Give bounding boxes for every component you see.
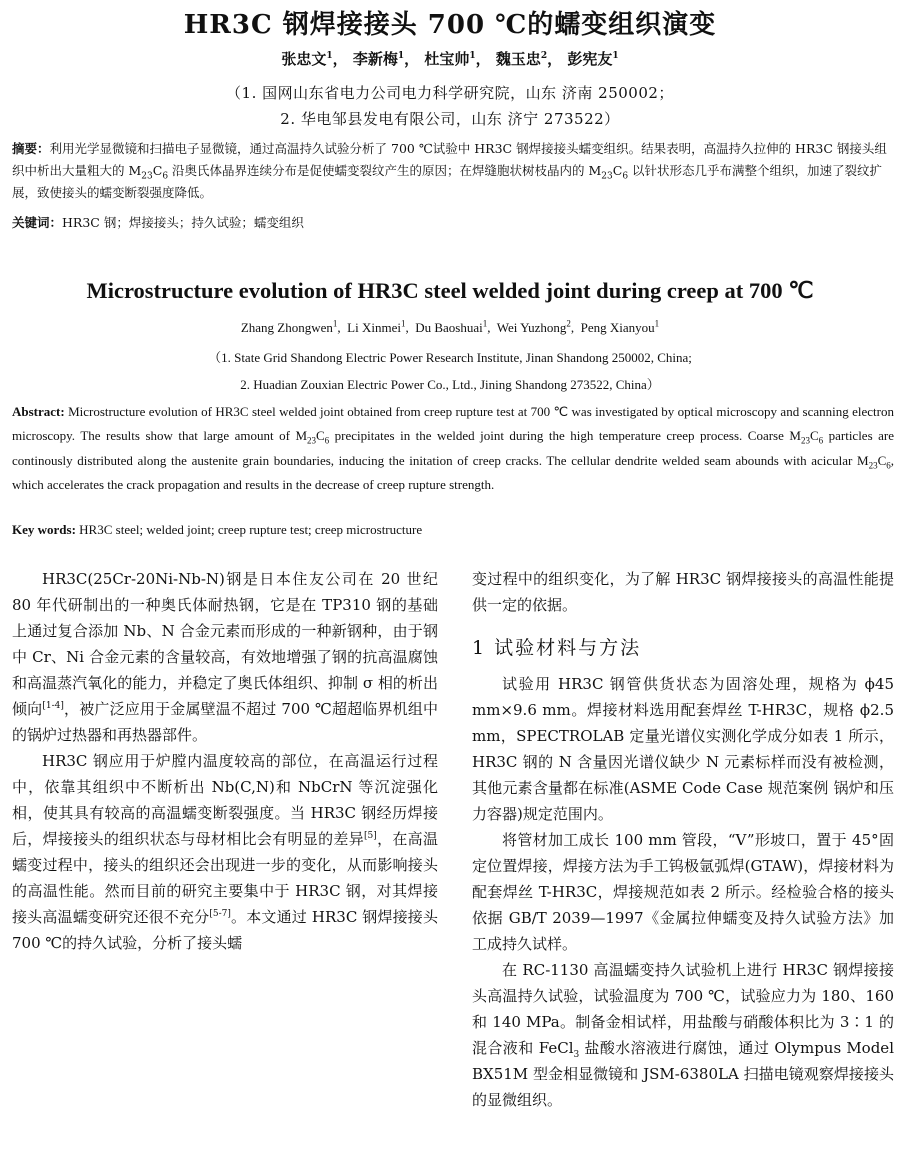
subscript: 3 <box>573 1050 580 1060</box>
chinese-abstract <box>12 138 894 204</box>
abstract-text: C <box>612 163 623 178</box>
subscript: 23 <box>141 171 153 182</box>
paragraph-text: HR3C 钢应用于炉膛内温度较高的部位，在高温运行过程中，依靠其组织中不断析出 Nb(C,N)和 NbCrN 等沉淀强化相，使其具有较高的高温蠕变断裂强度。当 HR3C 钢经历焊接后，焊接接头的组织状态与母材相比会有明显的差异 <box>12 752 438 848</box>
subscript: 23 <box>307 436 316 446</box>
author-affiliation-mark: 1 <box>332 318 338 329</box>
abstract-text: 利用光学显微镜和扫描电子显微镜，通过高温持久试验分析了 700 ℃试验中 HR3C 钢焊接接头蠕变组织。结果表明，高温持久拉伸的 HR3C 钢接头组织中析出大量粗大的 M <box>12 141 887 178</box>
paragraph-text: ，被广泛应用于金属壁温不超过 700 ℃超超临界机组中的锅炉过热器和再热器部件。 <box>12 700 438 744</box>
keywords-label: Key words: <box>12 522 76 537</box>
author-affiliation-mark: 2 <box>540 51 548 61</box>
subscript: 6 <box>162 171 169 182</box>
abstract-text: C <box>152 163 163 178</box>
author-affiliation-mark: 1 <box>397 51 405 61</box>
body-column-left <box>12 566 438 956</box>
abstract-text: C <box>316 428 325 444</box>
keywords-text: HR3C steel; welded joint; creep rupture test; creep microstructure <box>75 522 423 537</box>
author-affiliation-mark: 1 <box>469 51 476 61</box>
author-affiliation-mark: 2 <box>566 318 571 329</box>
citation-mark: [1-4] <box>42 701 64 711</box>
subscript: 23 <box>601 171 613 182</box>
subscript: 6 <box>324 436 330 446</box>
english-title: Microstructure evolution of HR3C steel welded joint during creep at 700 ℃ <box>86 278 814 303</box>
citation-mark: [5-7] <box>209 909 231 919</box>
paragraph-text: 在 RC-1130 高温蠕变持久试验机上进行 HR3C 钢焊接接头高温持久试验，试验温度为 700 ℃，试验应力为 180、160 和 140 MPa。制备金相试样，用盐酸与硝酸体积比为 3∶1 的混合液和 FeCl <box>472 961 894 1057</box>
keywords-label: 关键词： <box>12 215 63 230</box>
author-affiliation-mark: 1 <box>326 51 333 61</box>
english-abstract <box>12 400 894 498</box>
author-affiliation-mark: 1 <box>654 318 660 329</box>
abstract-label: 摘要： <box>12 141 50 156</box>
body-column-right <box>472 566 894 1113</box>
body-paragraph: 试验用 HR3C 钢管供货状态为固溶处理，规格为 ϕ45 mm×9.6 mm。焊接材料选用配套焊丝 T-HR3C，规格 ϕ2.5 mm，SPECTROLAB 定量光谱仪实测化学成分如表 1 所示，HR3C 钢的 N 含量因光谱仪缺少 N 元素标样而没有被检测，其他元素含量都在标准(ASME Code Case 规范案例 锅炉和压力容器)规定范围内。 <box>472 675 894 823</box>
paragraph-text: 盐酸水溶液进行腐蚀，通过 Olympus Model BX51M 型金相显微镜和 JSM-6380LA 扫描电镜观察焊接接头的显微组织。 <box>472 1039 894 1109</box>
body-paragraph <box>472 957 894 1113</box>
author-name: 魏玉忠 <box>495 50 541 68</box>
subscript: 6 <box>818 436 824 446</box>
paragraph-text: 。本文通过 HR3C 钢焊接接头 700 ℃的持久试验，分析了接头蠕 <box>12 908 438 952</box>
subscript: 23 <box>800 436 810 446</box>
chinese-affiliation-1: （1. 国网山东省电力公司电力科学研究院，山东 济南 250002； <box>226 84 674 102</box>
abstract-text: 以针状形态几乎布满整个组织，加速了裂纹扩展，致使接头的蠕变断裂强度降低。 <box>12 163 883 200</box>
author-name: Du Baoshuai <box>415 320 483 335</box>
subscript: 6 <box>622 171 629 182</box>
keywords-text: HR3C 钢；焊接接头；持久试验；蠕变组织 <box>62 215 304 230</box>
english-keywords <box>12 522 894 538</box>
english-affiliation-2: 2. Huadian Zouxian Electric Power Co., Ltd., Jining Shandong 273522, China） <box>240 377 660 392</box>
chinese-author-list: 张忠文$^1$， 李新梅$^1$， 杜宝帅$^1$， 魏玉忠$^2$， 彭宪友$^1$ <box>281 50 619 68</box>
paragraph-text: ，在高温蠕变过程中，接头的组织还会出现进一步的变化，从而影响接头的高温性能。然而目前的研究主要集中于 HR3C 钢，对其焊接接头高温蠕变研究还很不充分 <box>12 830 438 926</box>
author-name: 彭宪友 <box>567 50 613 68</box>
abstract-text: C <box>877 452 887 468</box>
body-paragraph <box>12 748 438 956</box>
abstract-label: Abstract: <box>12 404 65 419</box>
subscript: 23 <box>868 460 878 471</box>
chinese-affiliation-2: 2. 华电邹县发电有限公司，山东 济宁 273522） <box>280 110 620 128</box>
abstract-text: Microstructure evolution of HR3C steel welded joint obtained from creep rupture test at 700 ℃ was investigated by optical microscopy and scanning electron microscopy. The results show that large amount of M <box>12 404 894 444</box>
author-name: 杜宝帅 <box>424 50 470 68</box>
author-name: Li Xinmei <box>347 320 401 335</box>
english-author-list: Zhang Zhongwen$^1$, Li Xinmei$^1$, Du Baoshuai$^1$, Wei Yuzhong$^2$, Peng Xianyou$^1$ <box>240 318 660 335</box>
section-heading: 1 试验材料与方法 <box>472 637 642 659</box>
author-affiliation-mark: 1 <box>400 318 406 329</box>
abstract-text: C <box>809 428 819 444</box>
author-name: 张忠文 <box>281 50 327 68</box>
abstract-text: 沿奥氏体晶界连续分布是促使蠕变裂纹产生的原因；在焊缝胞状树枝晶内的 M <box>168 163 602 178</box>
body-paragraph: 将管材加工成长 100 mm 管段，“V”形坡口，置于 45°固定位置焊接，焊接方法为手工钨极氩弧焊(GTAW)，焊接材料为配套焊丝 T-HR3C，焊接规范如表 2 所示。经检验合格的接头依据 GB/T 2039—1997《金属拉伸蠕变及持久试验方法》加工成持久试样。 <box>472 831 894 953</box>
abstract-text: precipitates in the welded joint during the high temperature creep process. Coarse M <box>329 428 801 444</box>
author-name: 李新梅 <box>352 50 398 68</box>
abstract-text: particles are continously distributed along the austenite grain boundaries, inducing the initation of creep cracks. The cellular dendrite welded seam abounds with acicular M <box>12 428 895 468</box>
subscript: 6 <box>886 460 891 471</box>
english-affiliation-1: （1. State Grid Shandong Electric Power Research Institute, Jinan Shandong 250002, China; <box>208 350 692 365</box>
author-name: Peng Xianyou <box>580 320 655 335</box>
author-name: Wei Yuzhong <box>496 320 567 335</box>
body-paragraph <box>12 566 438 748</box>
chinese-keywords <box>12 212 894 234</box>
author-name: Zhang Zhongwen <box>240 320 333 335</box>
paragraph-text: HR3C(25Cr-20Ni-Nb-N)钢是日本住友公司在 20 世纪 80 年代研制出的一种奥氏体耐热钢，它是在 TP310 钢的基础上通过复合添加 Nb、N 合金元素而形成的一种新钢种，由于钢中 Cr、Ni 合金元素的含量较高，有效地增强了钢的抗高温腐蚀和高温蒸汽氧化的能力，并稳定了奥氏体组织、抑制 σ 相的析出倾向 <box>12 570 438 718</box>
chinese-title: HR3C 钢焊接接头 700 ℃的蠕变组织演变 <box>183 10 717 40</box>
citation-mark: [5] <box>364 831 377 841</box>
abstract-text: , which accelerates the crack propagation and results in the decrease of creep rupture strength. <box>12 452 894 493</box>
author-affiliation-mark: 1 <box>612 51 619 61</box>
author-affiliation-mark: 1 <box>482 318 488 329</box>
body-paragraph: 变过程中的组织变化，为了解 HR3C 钢焊接接头的高温性能提供一定的依据。 <box>472 570 894 614</box>
